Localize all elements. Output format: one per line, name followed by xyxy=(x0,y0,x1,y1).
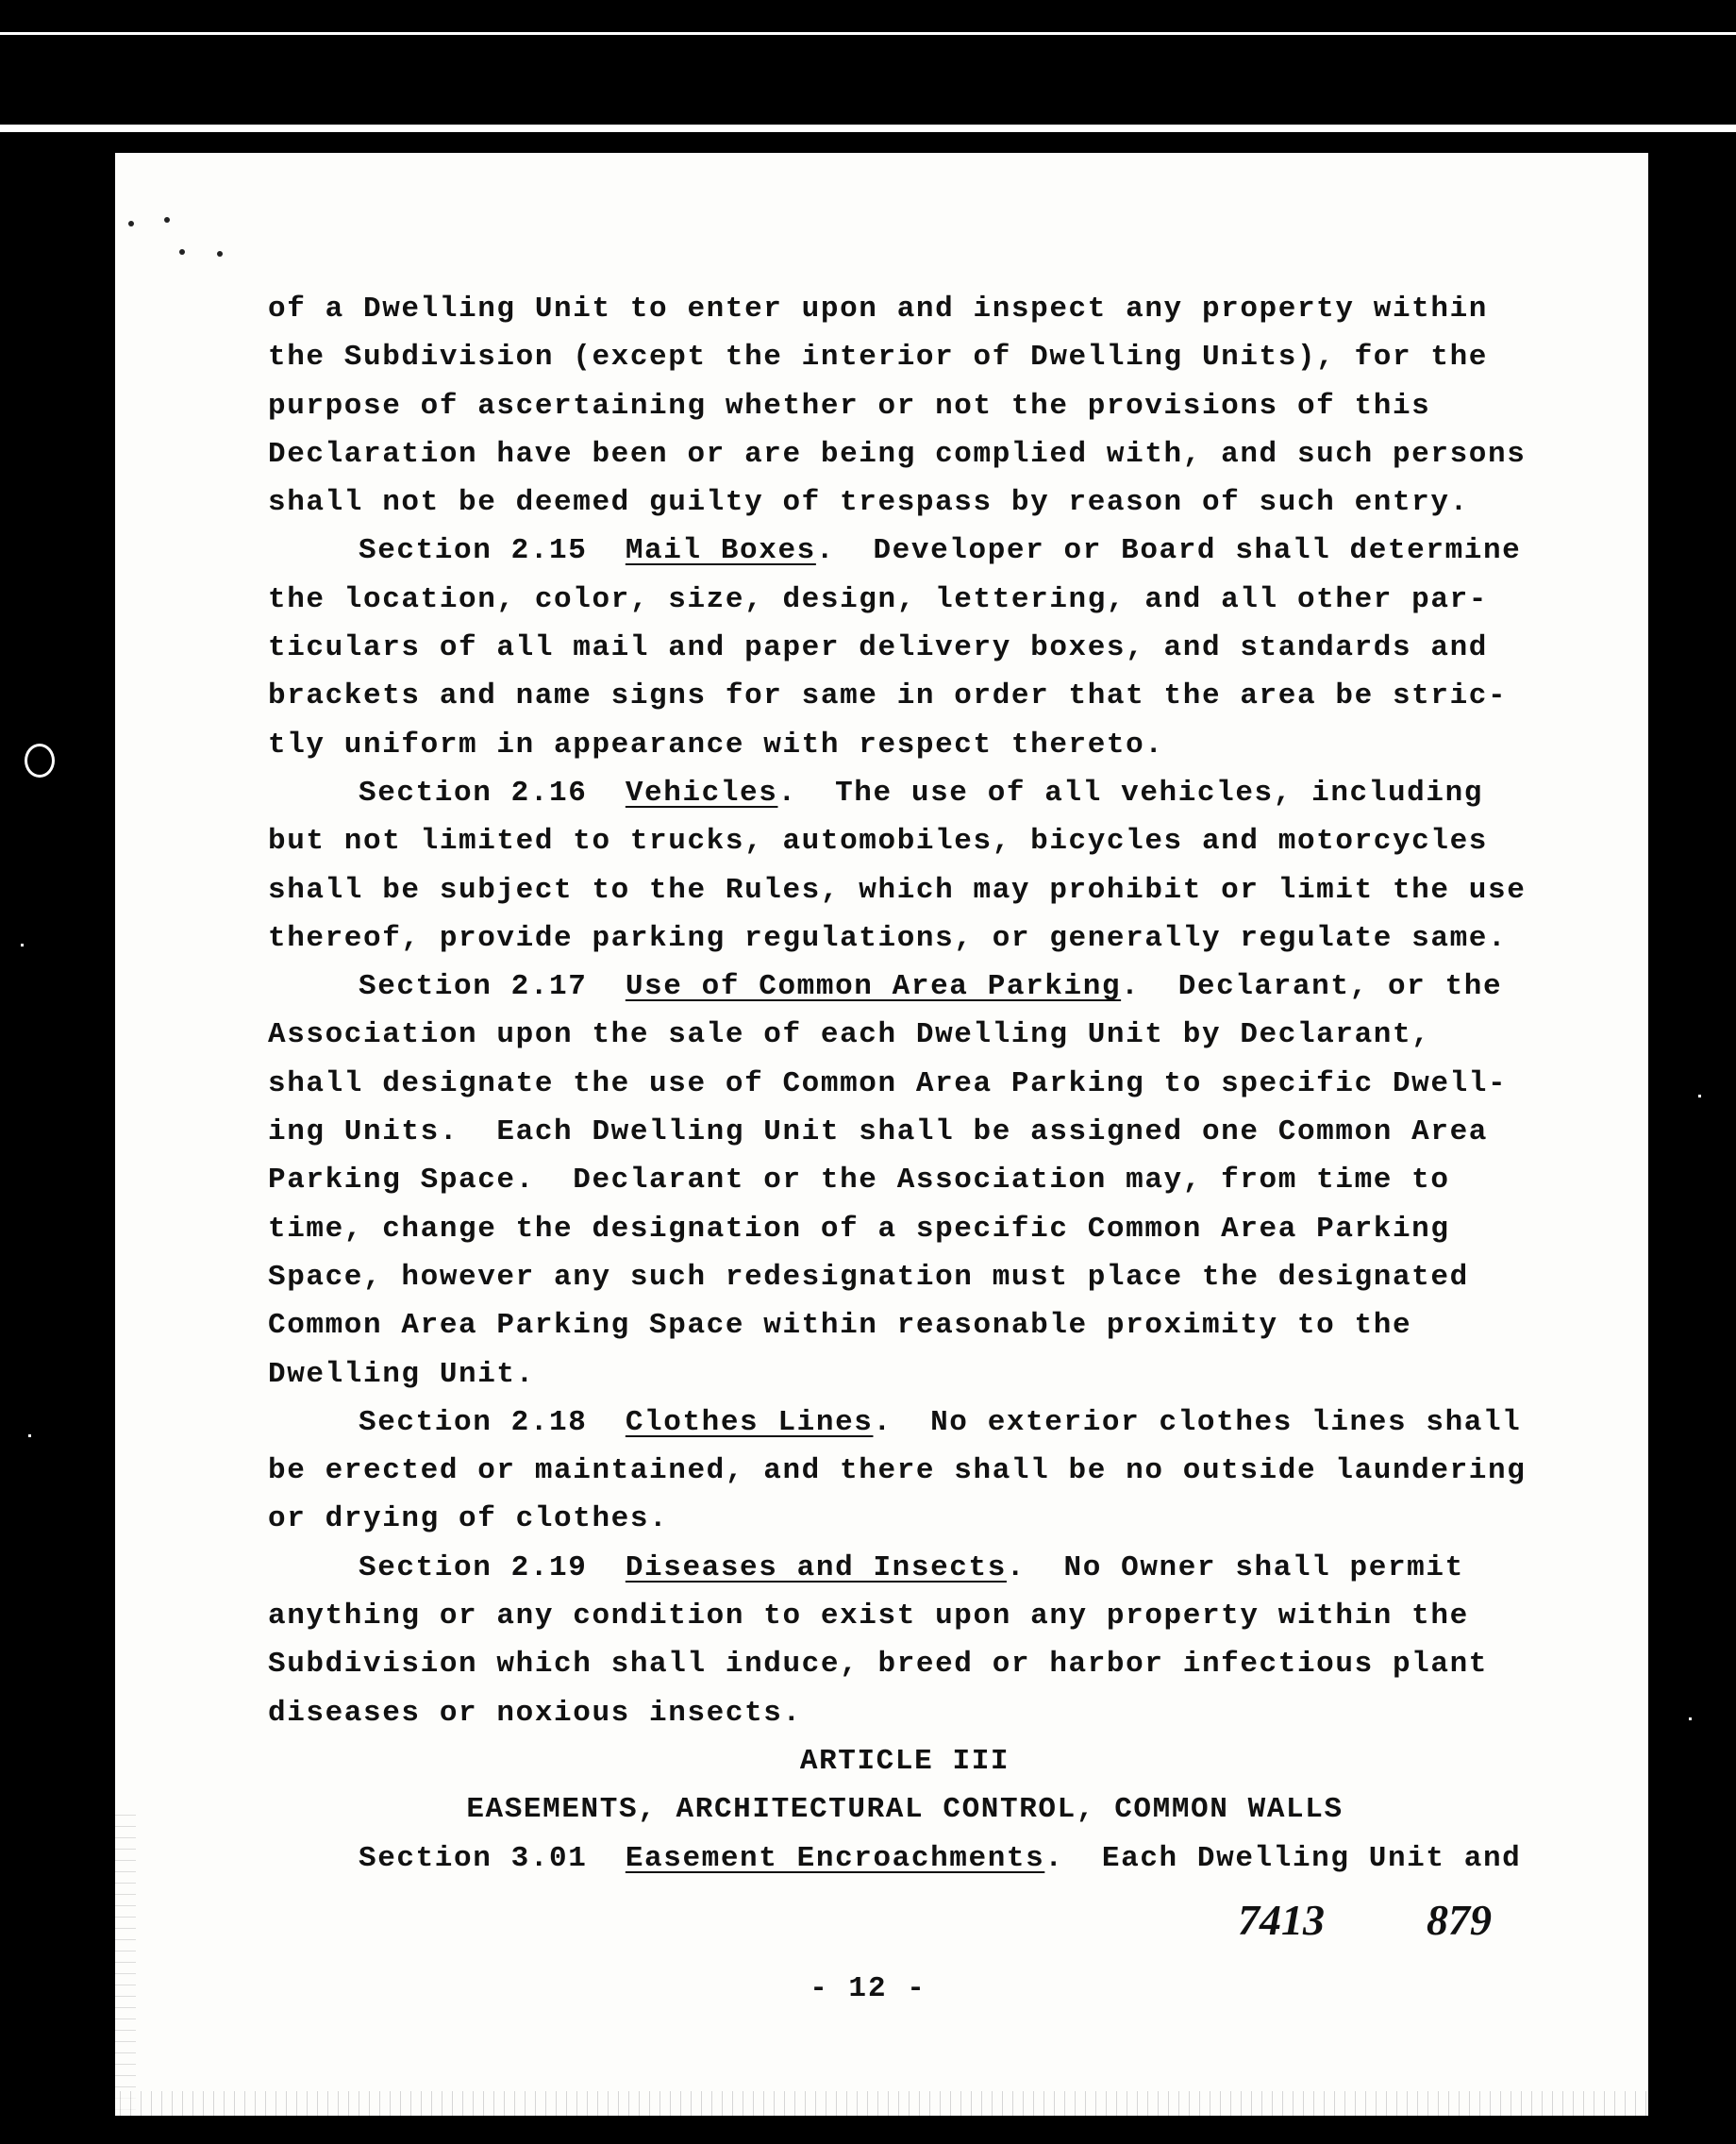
body-line: brackets and name signs for same in order that the area be stric- xyxy=(268,679,1508,713)
body-line: purpose of ascertaining whether or not the provisions of this xyxy=(268,389,1431,423)
body-line: shall be subject to the Rules, which may prohibit or limit the use xyxy=(268,873,1527,907)
scan-speck xyxy=(164,217,170,223)
scan-speck xyxy=(217,251,223,257)
recording-page-stamp: 879 xyxy=(1427,1896,1492,1944)
section-2-19-heading xyxy=(268,1544,1579,1592)
section-title: Easement Encroachments xyxy=(625,1841,1045,1875)
body-line: diseases or noxious insects. xyxy=(268,1696,802,1730)
document-page xyxy=(115,153,1648,2116)
section-title: Clothes Lines xyxy=(625,1405,874,1439)
recording-book-stamp: 7413 xyxy=(1238,1896,1325,1944)
section-number: Section 3.01 xyxy=(359,1841,588,1875)
body-line: anything or any condition to exist upon any property within the xyxy=(268,1600,1469,1633)
body-line: ing Units. Each Dwelling Unit shall be assigned one Common Area xyxy=(268,1115,1488,1149)
section-title: Diseases and Insects xyxy=(625,1550,1007,1584)
section-number: Section 2.19 xyxy=(359,1550,588,1584)
body-line: but not limited to trucks, automobiles, bicycles and motorcycles xyxy=(268,825,1488,859)
scan-edge-noise xyxy=(115,1804,136,2116)
body-line: be erected or maintained, and there shall be no outside laundering xyxy=(268,1454,1527,1488)
body-line: Association upon the sale of each Dwelling Unit by Declarant, xyxy=(268,1018,1431,1052)
body-line: time, change the designation of a specific Common Area Parking xyxy=(268,1212,1450,1246)
body-line: tly uniform in appearance with respect thereto. xyxy=(268,728,1164,762)
section-title: Mail Boxes xyxy=(625,534,816,568)
section-number: Section 2.16 xyxy=(359,776,588,810)
section-text: . The use of all vehicles, including xyxy=(777,776,1483,810)
body-line: the Subdivision (except the interior of Dwelling Units), for the xyxy=(268,341,1488,375)
body-line: the location, color, size, design, lettering, and all other par- xyxy=(268,582,1488,616)
body-line: thereof, provide parking regulations, or generally regulate same. xyxy=(268,921,1508,955)
page-number: - 12 - xyxy=(810,1972,926,2005)
punch-hole-mark xyxy=(25,744,55,778)
section-2-17-heading xyxy=(268,963,1579,1011)
scan-speck xyxy=(179,249,185,255)
section-text: . Developer or Board shall determine xyxy=(815,534,1522,568)
section-text: . Each Dwelling Unit and xyxy=(1044,1841,1522,1875)
body-line: Parking Space. Declarant or the Association may, from time to xyxy=(268,1164,1450,1198)
scan-speck xyxy=(21,944,24,946)
section-number: Section 2.18 xyxy=(359,1405,588,1439)
scan-speck xyxy=(1689,1717,1692,1720)
section-text: . No Owner shall permit xyxy=(1006,1550,1464,1584)
scan-speck xyxy=(1698,1095,1701,1097)
scan-band-rule xyxy=(0,125,1736,132)
top-black-border xyxy=(0,0,1736,34)
body-line: of a Dwelling Unit to enter upon and inspect any property within xyxy=(268,293,1488,326)
article-subheading: EASEMENTS, ARCHITECTURAL CONTROL, COMMON WALLS xyxy=(466,1793,1344,1827)
scan-speck xyxy=(128,221,134,226)
body-line: Subdivision which shall induce, breed or harbor infectious plant xyxy=(268,1648,1488,1682)
scan-speck xyxy=(28,1434,31,1437)
section-number: Section 2.15 xyxy=(359,534,588,568)
section-number: Section 2.17 xyxy=(359,970,588,1004)
section-3-01-heading xyxy=(268,1834,1579,1883)
section-title: Use of Common Area Parking xyxy=(625,970,1122,1004)
body-line: Common Area Parking Space within reasonable proximity to the xyxy=(268,1309,1412,1343)
section-text: . Declarant, or the xyxy=(1121,970,1503,1004)
section-2-18-heading xyxy=(268,1399,1579,1447)
body-line: shall designate the use of Common Area Parking to specific Dwell- xyxy=(268,1066,1508,1100)
body-line: Dwelling Unit. xyxy=(268,1357,535,1391)
scan-edge-noise xyxy=(115,2091,1648,2116)
body-line: or drying of clothes. xyxy=(268,1502,669,1536)
section-2-15-heading xyxy=(268,527,1579,575)
body-line: shall not be deemed guilty of trespass by reason of such entry. xyxy=(268,486,1469,520)
body-line: Space, however any such redesignation must place the designated xyxy=(268,1260,1469,1294)
document-body xyxy=(268,285,1579,1883)
body-line: Declaration have been or are being complied with, and such persons xyxy=(268,437,1527,471)
section-title: Vehicles xyxy=(625,776,778,810)
section-text: . No exterior clothes lines shall xyxy=(873,1405,1522,1439)
article-heading: ARTICLE III xyxy=(799,1744,1010,1778)
scan-black-band xyxy=(0,35,1736,129)
body-line: ticulars of all mail and paper delivery boxes, and standards and xyxy=(268,631,1488,665)
section-2-16-heading xyxy=(268,769,1579,817)
